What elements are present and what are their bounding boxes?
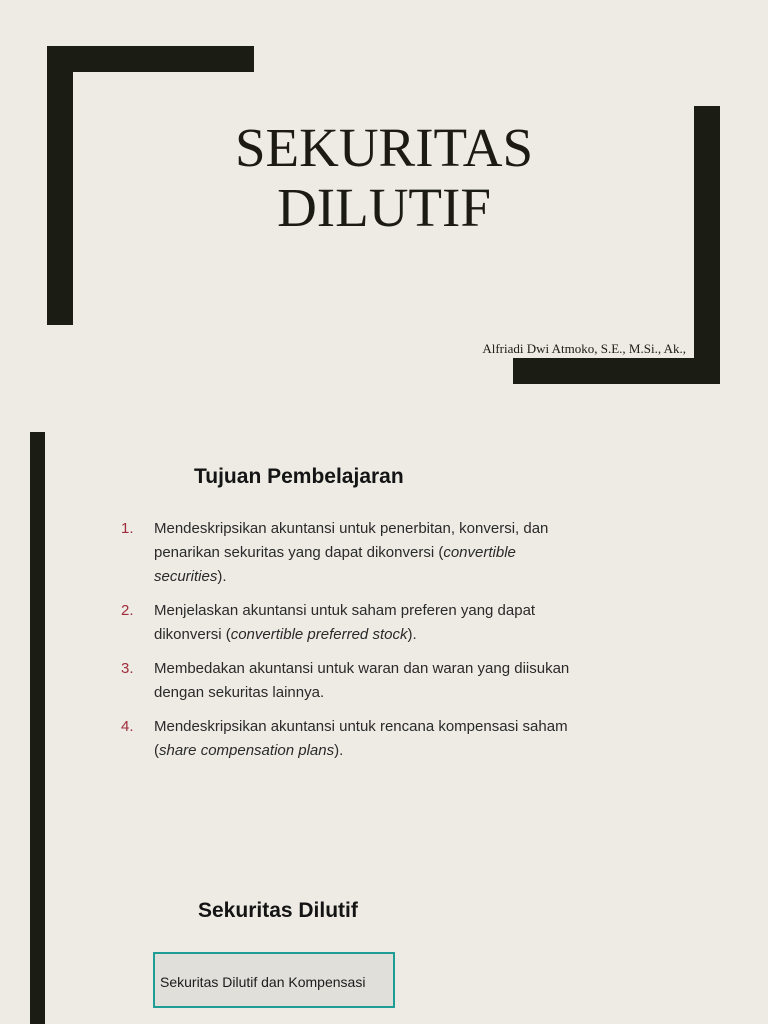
dilutive-securities-slide bbox=[0, 865, 768, 1024]
title-line-1: SEKURITAS bbox=[234, 117, 534, 178]
list-italic-term: convertible preferred stock bbox=[230, 626, 408, 643]
list-item bbox=[115, 657, 585, 705]
frame-left-bar bbox=[47, 46, 73, 325]
list-text-end: ). bbox=[334, 742, 344, 759]
presentation-title bbox=[130, 118, 638, 238]
title-line-2: DILUTIF bbox=[277, 177, 491, 238]
objectives-list bbox=[115, 517, 585, 773]
list-text: Mendeskripsikan akuntansi untuk penerbitan, konversi, dan penarikan sekuritas yang dapat dikonversi ( bbox=[154, 520, 549, 561]
list-text-end: ). bbox=[407, 626, 417, 643]
slide-left-bar bbox=[30, 865, 45, 1024]
author-name: Alfriadi Dwi Atmoko, S.E., M.Si., Ak., bbox=[482, 341, 686, 356]
frame-top-bar bbox=[47, 46, 254, 72]
list-number: 3. bbox=[121, 660, 134, 677]
list-italic-term: share compensation plans bbox=[159, 742, 335, 759]
objectives-slide bbox=[0, 432, 768, 865]
list-item bbox=[115, 715, 585, 763]
list-text: Membedakan akuntansi untuk waran dan waran yang diisukan dengan sekuritas lainnya. bbox=[154, 660, 570, 701]
list-item bbox=[115, 517, 585, 589]
frame-bottom-bar bbox=[513, 358, 720, 384]
topic-box-label: Sekuritas Dilutif dan Kompensasi bbox=[160, 974, 366, 990]
list-text: Menjelaskan akuntansi untuk saham preferen yang dapat dikonversi ( bbox=[154, 602, 536, 643]
topic-box[interactable] bbox=[153, 952, 395, 1008]
list-text-end: ). bbox=[217, 568, 227, 585]
list-number: 2. bbox=[121, 602, 134, 619]
list-number: 1. bbox=[121, 520, 134, 537]
list-text: Mendeskripsikan akuntansi untuk rencana kompensasi saham ( bbox=[154, 718, 568, 759]
section-heading: Sekuritas Dilutif bbox=[198, 899, 358, 922]
list-item bbox=[115, 599, 585, 647]
slide-left-bar bbox=[30, 432, 45, 865]
objectives-heading: Tujuan Pembelajaran bbox=[194, 465, 404, 488]
list-number: 4. bbox=[121, 718, 134, 735]
list-italic-term: convertible securities bbox=[154, 544, 516, 585]
frame-right-bar bbox=[694, 106, 720, 384]
title-slide bbox=[0, 0, 768, 432]
